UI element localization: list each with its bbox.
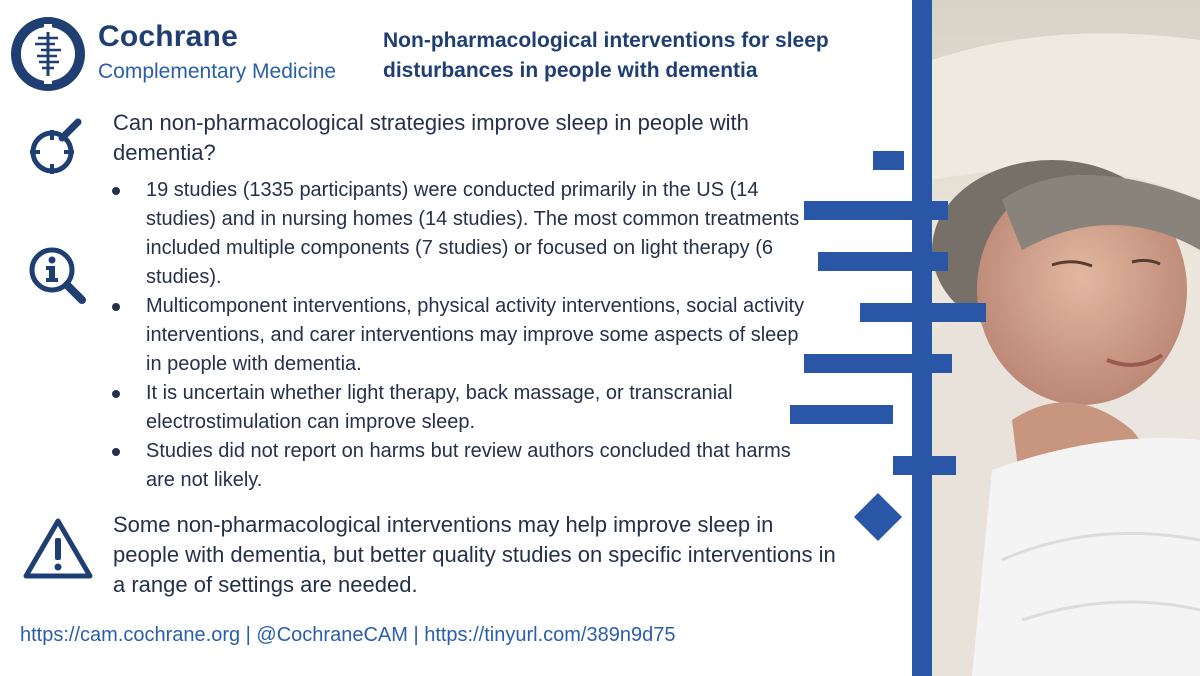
warning-icon <box>22 516 94 580</box>
finding-item: It is uncertain whether light therapy, back massage, or transcranial electrostimulation can improve sleep. <box>108 379 808 437</box>
sleeping-woman-photo <box>932 0 1200 676</box>
decor-bar <box>804 354 952 373</box>
finding-item: Multicomponent interventions, physical activity interventions, social activity interventions, and carer interventions may improve some aspects of sleep in people with dementia. <box>108 292 808 379</box>
brand-subtitle: Complementary Medicine <box>98 60 337 83</box>
divider-line <box>912 0 932 676</box>
info-magnifier-icon <box>26 244 90 308</box>
decor-bar <box>804 201 948 220</box>
decor-bar <box>860 303 986 322</box>
decor-bar <box>893 456 956 475</box>
findings-list <box>108 176 808 495</box>
page-title: Non-pharmacological interventions for sleep disturbances in people with dementia <box>383 29 829 82</box>
footer-links[interactable]: https://cam.cochrane.org | @CochraneCAM | https://tinyurl.com/389n9d75 <box>20 624 676 646</box>
decor-bar <box>873 151 904 170</box>
decor-bar <box>790 405 893 424</box>
conclusion-text: Some non-pharmacological interventions may help improve sleep in people with dementia, but better quality studies on specific interventions in a range of settings are needed. <box>113 512 836 597</box>
finding-item: Studies did not report on harms but review authors concluded that harms are not likely. <box>108 437 808 495</box>
decor-diamond <box>854 493 902 541</box>
search-target-icon <box>24 116 88 180</box>
cochrane-logo-icon <box>8 14 88 94</box>
decor-bar <box>818 252 948 271</box>
question-text: Can non-pharmacological strategies improve sleep in people with dementia? <box>113 110 749 165</box>
brand-name: Cochrane <box>98 20 238 53</box>
finding-item: 19 studies (1335 participants) were conducted primarily in the US (14 studies) and in nursing homes (14 studies). The most common treatments included multiple components (7 studies) or focused on light therapy (6 studies). <box>108 176 808 292</box>
